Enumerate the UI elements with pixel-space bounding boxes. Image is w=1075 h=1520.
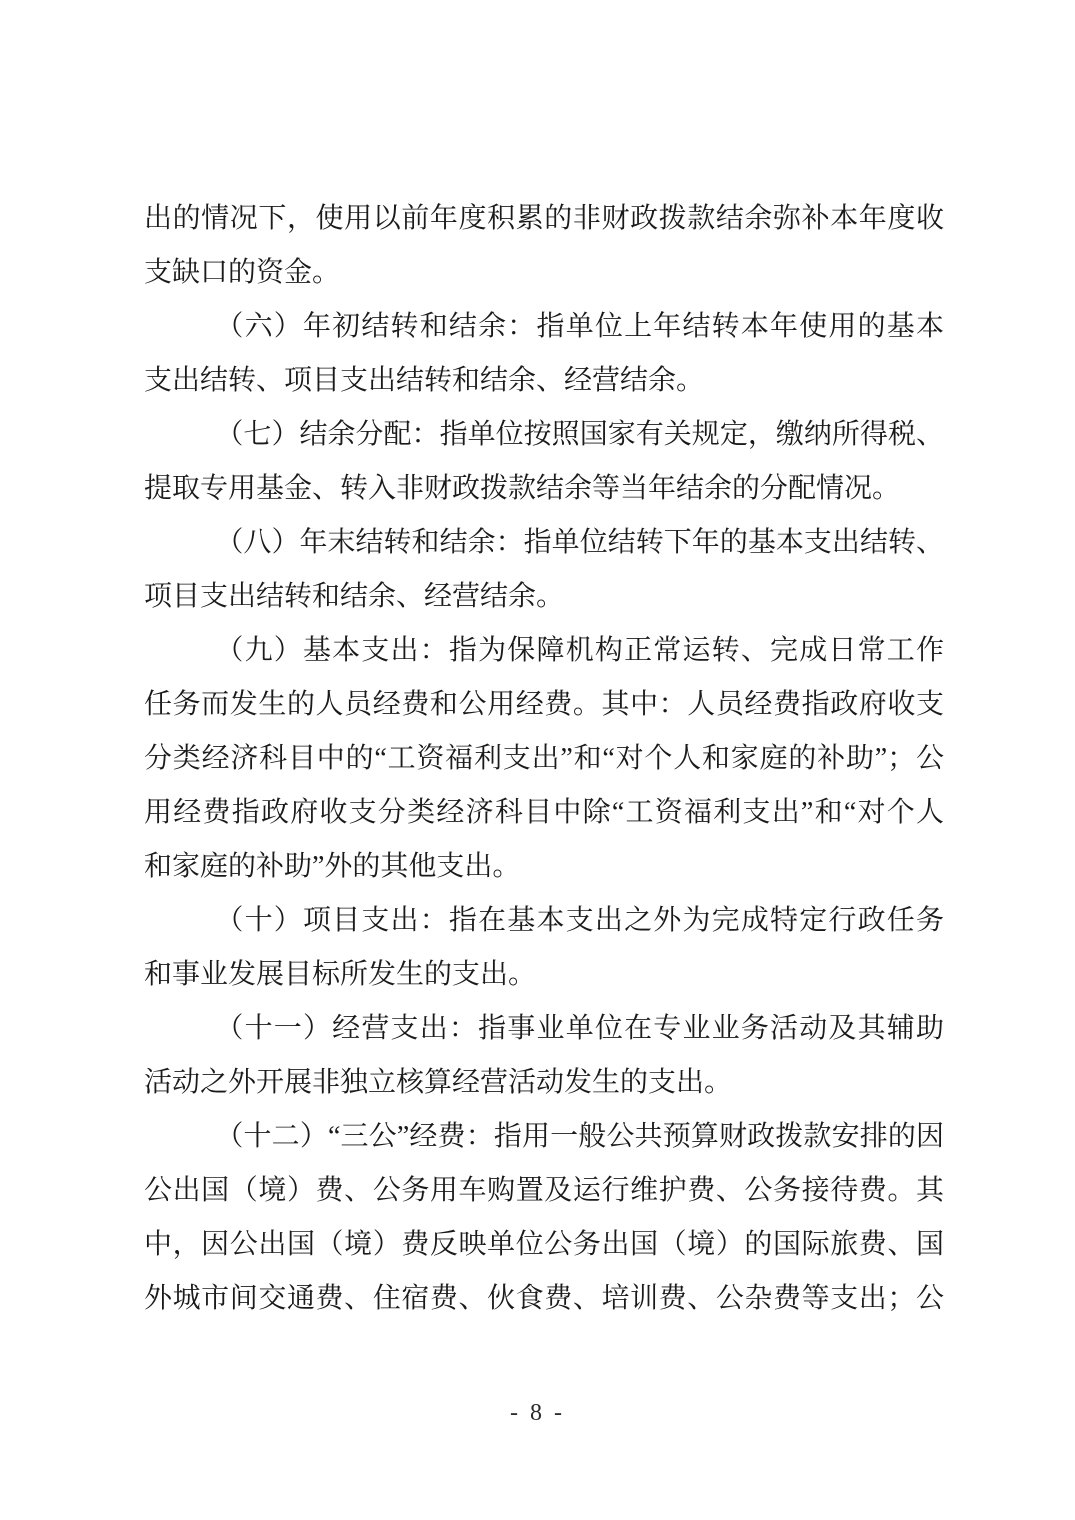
text-line: 提取专用基金、转入非财政拨款结余等当年结余的分配情况。 (144, 473, 901, 504)
text-line: 外城市间交通费、住宿费、伙食费、培训费、公杂费等支出；公 (144, 1283, 944, 1314)
text-line: 活动之外开展非独立核算经营活动发生的支出。 (144, 1067, 733, 1098)
text-line: （九）基本支出：指为保障机构正常运转、完成日常工作 (215, 635, 944, 666)
document-body-lines (144, 192, 944, 1326)
text-line: 出的情况下，使用以前年度积累的非财政拨款结余弥补本年度收 (144, 203, 944, 234)
text-line: 和事业发展目标所发生的支出。 (144, 959, 537, 990)
text-line: （六）年初结转和结余：指单位上年结转本年使用的基本 (215, 311, 944, 342)
text-line: 支出结转、项目支出结转和结余、经营结余。 (144, 365, 705, 396)
text-line: （十）项目支出：指在基本支出之外为完成特定行政任务 (215, 905, 944, 936)
text-line: （八）年末结转和结余：指单位结转下年的基本支出结转、 (215, 527, 944, 558)
text-line: （七）结余分配：指单位按照国家有关规定，缴纳所得税、 (215, 419, 944, 450)
page-number: - 8 - (510, 1400, 565, 1426)
text-line: 分类经济科目中的“工资福利支出”和“对个人和家庭的补助”；公 (144, 743, 944, 774)
text-line: 和家庭的补助”外的其他支出。 (144, 851, 521, 882)
text-line: 支缺口的资金。 (144, 257, 341, 288)
text-line: 公出国（境）费、公务用车购置及运行维护费、公务接待费。其 (144, 1175, 944, 1206)
text-line: （十一）经营支出：指事业单位在专业业务活动及其辅助 (215, 1013, 944, 1044)
text-line: 任务而发生的人员经费和公用经费。其中：人员经费指政府收支 (144, 689, 944, 720)
text-line: 中，因公出国（境）费反映单位公务出国（境）的国际旅费、国 (144, 1229, 944, 1260)
text-line: 项目支出结转和结余、经营结余。 (144, 581, 565, 612)
text-line: 用经费指政府收支分类经济科目中除“工资福利支出”和“对个人 (144, 797, 944, 828)
text-line: （十二）“三公”经费：指用一般公共预算财政拨款安排的因 (215, 1121, 944, 1152)
